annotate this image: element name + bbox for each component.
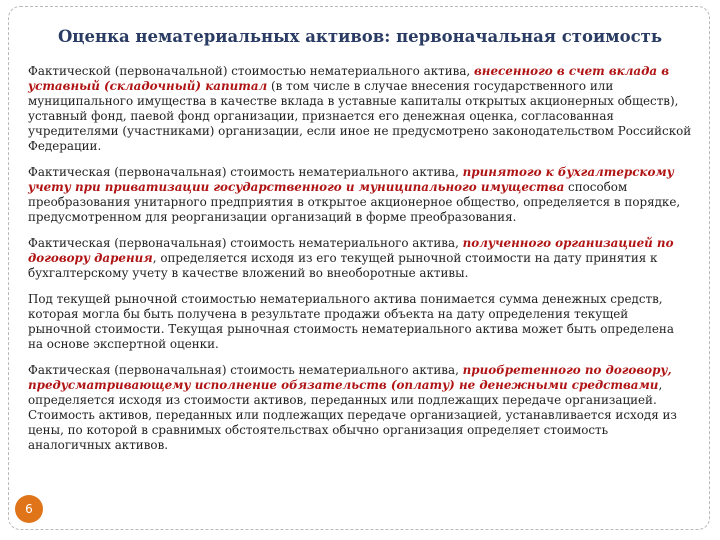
- paragraph-text: способом преобразования унитарного предприятия в открытое акционерное общество, определяется в порядке, предусмотренном для реорганизации организаций в форме преобразования.: [28, 180, 681, 224]
- paragraph-text: Фактической (первоначальной) стоимостью нематериального актива,: [28, 64, 474, 78]
- paragraph-emphasis: принятого к бухгалтерскому учету при приватизации государственного и муниципального имущества: [28, 165, 674, 194]
- slide-body: [28, 64, 692, 464]
- paragraph-text: Фактическая (первоначальная) стоимость нематериального актива,: [28, 363, 463, 377]
- paragraph-emphasis: полученного организацией по договору дарения: [28, 236, 674, 265]
- paragraph-non-monetary: [28, 363, 692, 453]
- paragraph-emphasis: внесенного в счет вклада в уставный (складочный) капитал: [28, 64, 670, 93]
- paragraph-text: , определяется исходя из его текущей рыночной стоимости на дату принятия к бухгалтерскому учету в качестве вложений во внеоборотные активы.: [28, 251, 658, 280]
- paragraph-text: (в том числе в случае внесения государственного или муниципального имущества в качестве вклада в уставные капиталы открытых акционерных обществ), уставный фонд, паевой фонд организации, признается его денежная оценка, согласованная учредителями (участниками) организации, если иное не предусмотрено законодательством Российской Федерации.: [28, 79, 692, 153]
- slide-number-badge: 6: [15, 495, 43, 523]
- paragraph-market-value: [28, 292, 692, 352]
- paragraph-text: , определяется исходя из стоимости активов, переданных или подлежащих передаче организацией. Стоимость активов, переданных или подлежащих передаче организацией, устанавливается исходя из цены, по которой в сравнимых обстоятельствах обычно организация определяет стоимость аналогичных активов.: [28, 378, 677, 452]
- paragraph-emphasis: приобретенного по договору, предусматривающему исполнение обязательств (оплату) не денежными средствами: [28, 363, 672, 392]
- paragraph-donation: [28, 236, 692, 281]
- paragraph-text: Фактическая (первоначальная) стоимость нематериального актива,: [28, 165, 463, 179]
- paragraph-contributed-capital: [28, 64, 692, 154]
- paragraph-privatization: [28, 165, 692, 225]
- paragraph-text: Под текущей рыночной стоимостью нематериального актива понимается сумма денежных средств, которая могла бы быть получена в результате продажи объекта на дату определения текущей рыночной стоимости. Текущая рыночная стоимость нематериального актива может быть определена на основе экспертной оценки.: [28, 292, 674, 351]
- slide-title: Оценка нематериальных активов: первоначальная стоимость: [57, 27, 663, 46]
- paragraph-text: Фактическая (первоначальная) стоимость нематериального актива,: [28, 236, 463, 250]
